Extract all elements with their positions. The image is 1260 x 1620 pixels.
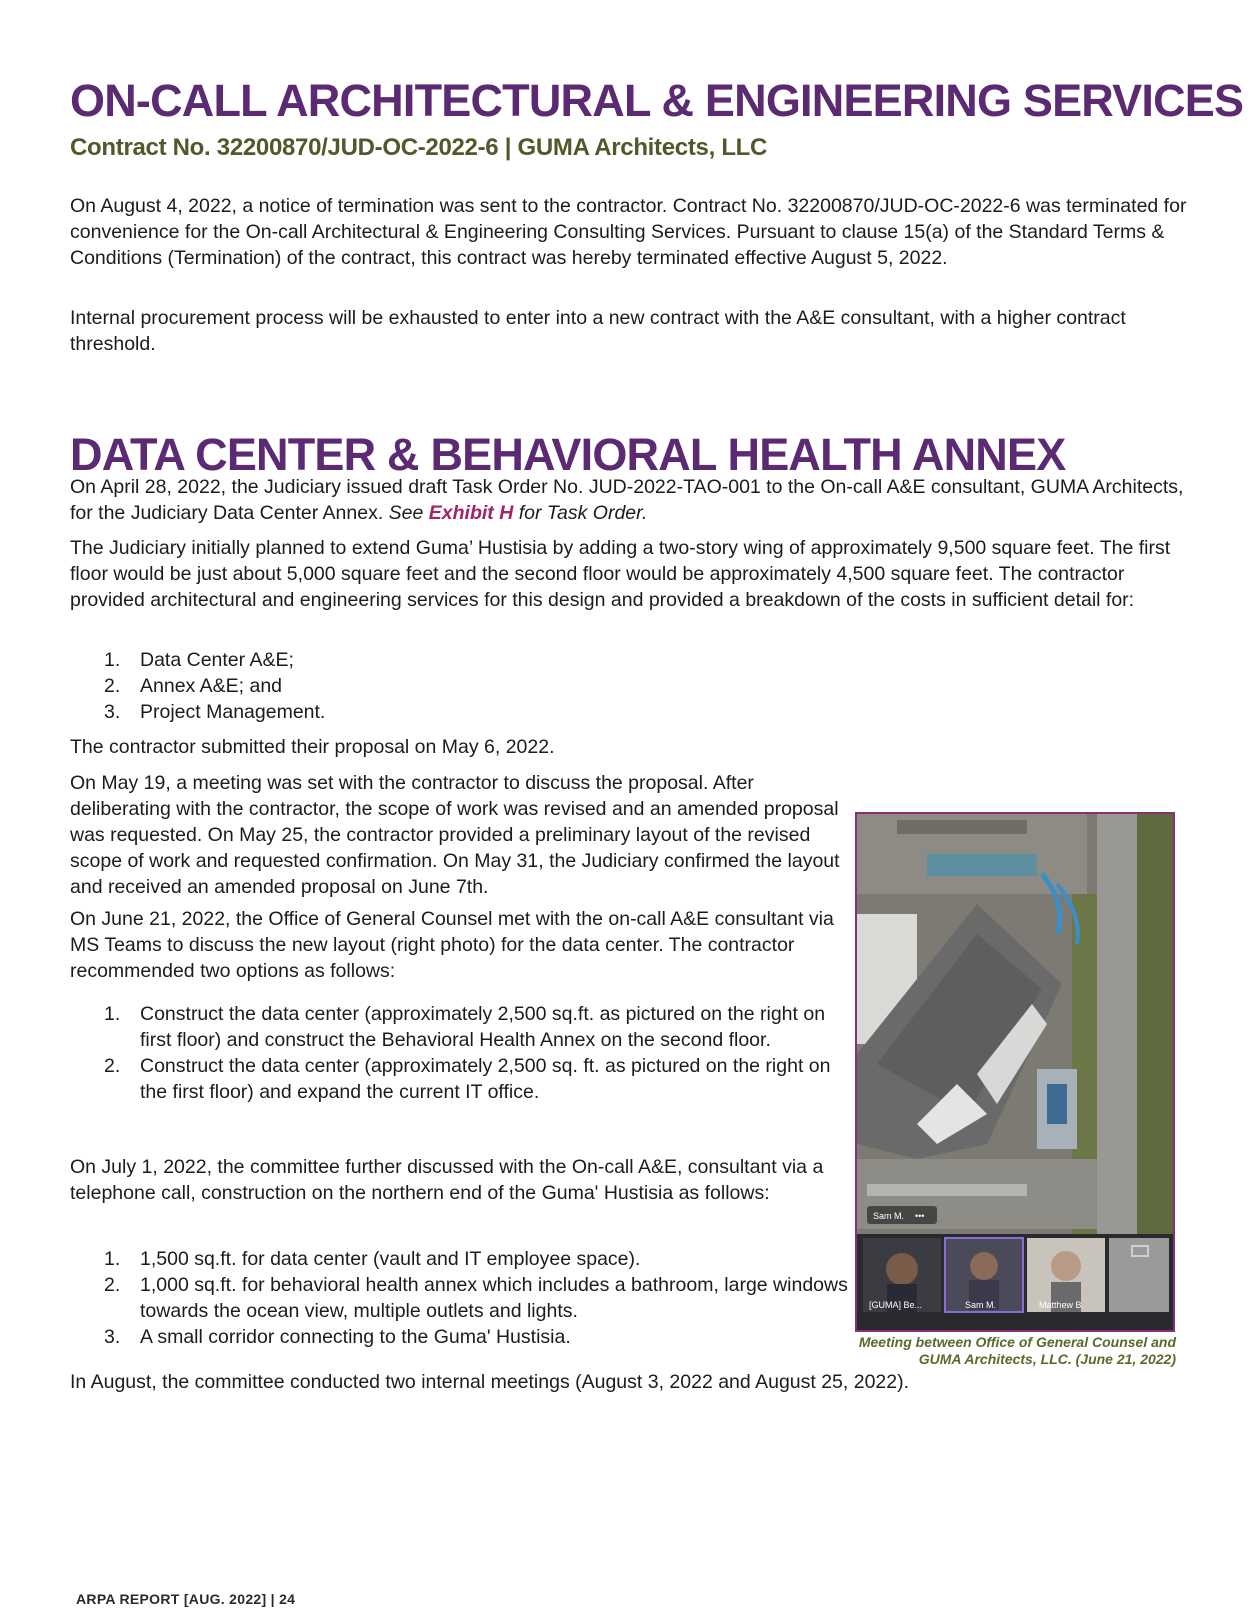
svg-text:Matthew B.: Matthew B. [1039,1300,1085,1310]
construction-list [70,1246,850,1350]
svg-text:[GUMA] Be...: [GUMA] Be... [869,1300,923,1310]
photo-caption: Meeting between Office of General Counsel and GUMA Architects, LLC. (June 21, 2022) [858,1334,1176,1367]
options-list [70,1001,850,1105]
procurement-paragraph: Internal procurement process will be exhausted to enter into a new contract with the A&E consultant, with a higher contract threshold. [70,307,1126,355]
presenter-tag: Sam M. [873,1211,905,1221]
section-title-data-center: DATA CENTER & BEHAVIORAL HEALTH ANNEX [70,429,1066,480]
page-footer: ARPA REPORT [AUG. 2022] | 24 [76,1591,296,1607]
initial-plan-paragraph: The Judiciary initially planned to extend Guma’ Hustisia by adding a two-story wing of approximately 9,500 square feet. The first floor would be just about 5,000 square feet and the second floor would be approximately 4,500 square feet. The contractor provided architectural and engineering services for this design and provided a breakdown of the costs in sufficient detail for: [70,537,1171,611]
list-item: 3. Project Management. [104,701,326,723]
list-item: 1. Construct the data center (approximately 2,500 sq.ft. as pictured on the right on first floor) and construct the Behavioral Health Annex on the second floor. [104,1003,826,1051]
list-item: 1. 1,500 sq.ft. for data center (vault and IT employee space). [104,1248,641,1270]
meeting-paragraph: On May 19, a meeting was set with the contractor to discuss the proposal. After deliberating with the contractor, the scope of work was revised and an amended proposal was requested. On May 25, the contractor provided a preliminary layout of the revised scope of work and requested confirmation. On May 31, the Judiciary confirmed the layout and received an amended proposal on June 7th. [70,772,840,898]
list-item: 3. A small corridor connecting to the Guma' Hustisia. [104,1326,571,1348]
august-meetings-paragraph: In August, the committee conducted two internal meetings (August 3, 2022 and August 25, 2022). [70,1371,910,1393]
contract-subtitle: Contract No. 32200870/JUD-OC-2022-6 | GUMA Architects, LLC [70,134,768,161]
list-item: 2. Construct the data center (approximately 2,500 sq. ft. as pictured on the right on the first floor) and expand the current IT office. [104,1055,831,1103]
proposal-paragraph: The contractor submitted their proposal on May 6, 2022. [70,736,555,758]
aerial-site-image [857,814,1173,1330]
video-tile [1109,1238,1169,1312]
list-item: 1. Data Center A&E; [104,649,294,671]
section-title-on-call: ON-CALL ARCHITECTURAL & ENGINEERING SERVICES [70,75,1244,126]
teams-meeting-paragraph: On June 21, 2022, the Office of General Counsel met with the on-call A&E consultant via MS Teams to discuss the new layout (right photo) for the data center. The contractor recommended two options as follows: [70,908,834,982]
svg-text:Sam M.: Sam M. [965,1300,997,1310]
meeting-screenshot [855,812,1175,1332]
exhibit-h-link[interactable]: Exhibit H [428,502,514,524]
cost-breakdown-list [70,647,1190,725]
task-order-paragraph: On April 28, 2022, the Judiciary issued draft Task Order No. JUD-2022-TAO-001 to the On-call A&E consultant, GUMA Architects, for the Judiciary Data Center Annex. See Exhibit H for Task Order. [70,476,1184,524]
list-item: 2. 1,000 sq.ft. for behavioral health annex which includes a bathroom, large windows towards the ocean view, multiple outlets and lights. [104,1274,848,1322]
phone-call-paragraph: On July 1, 2022, the committee further discussed with the On-call A&E, consultant via a telephone call, construction on the northern end of the Guma' Hustisia as follows: [70,1156,824,1204]
termination-paragraph: On August 4, 2022, a notice of termination was sent to the contractor. Contract No. 32200870/JUD-OC-2022-6 was terminated for convenience for the On-call Architectural & Engineering Consulting Services. Pursuant to clause 15(a) of the Standard Terms & Conditions (Termination) of the contract, this contract was hereby terminated effective August 5, 2022. [70,195,1187,269]
svg-text:•••: ••• [915,1211,925,1221]
list-item: 2. Annex A&E; and [104,675,283,697]
